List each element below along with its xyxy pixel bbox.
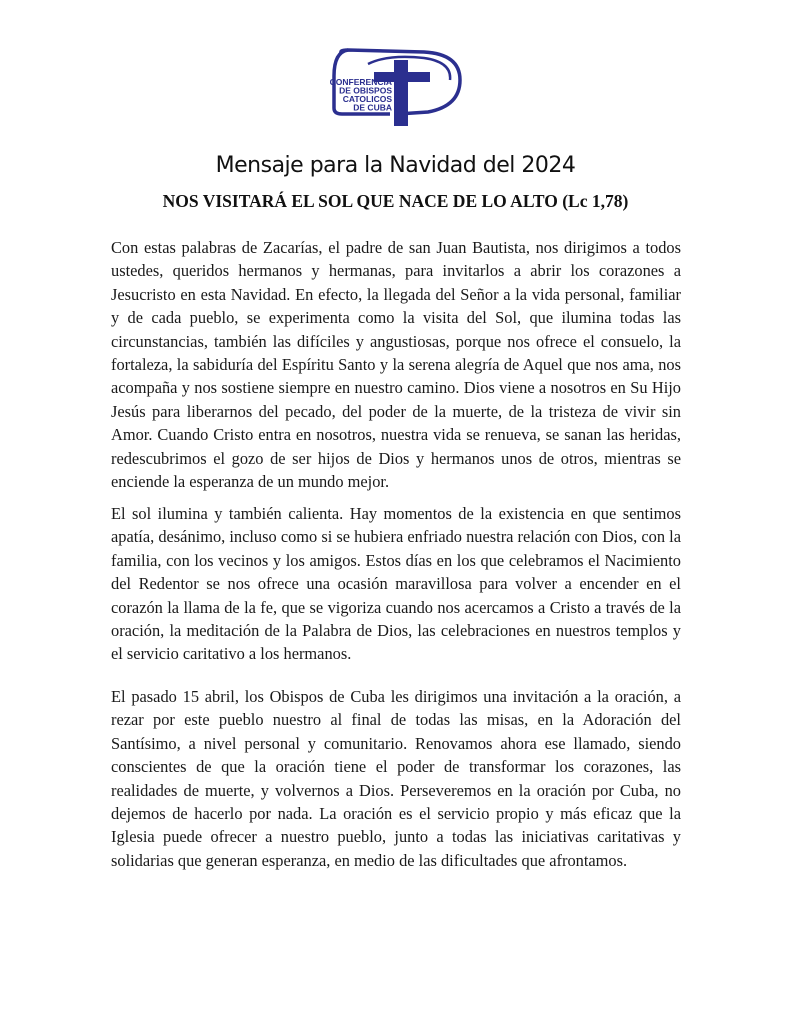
paragraph: El pasado 15 abril, los Obispos de Cuba les dirigimos una invitación a la oración, a rezar por este pueblo nuestro al final de todas las misas, en la Adoración del Santísimo, a nivel personal y comunitario. Renovamos ahora ese llamado, siendo conscientes de que la oración tiene el poder de transformar los corazones, las realidades de muerte, y volvernos a Dios. Perseveremos en la oración por Cuba, no dejemos de hacerlo por nada. La oración es el servicio propio y más eficaz que la Iglesia puede ofrecer a nuestro pueblo, junto a todas las iniciativas caritativas y solidarias que generan esperanza, en medio de las dificultades que afrontamos. (111, 687, 681, 870)
logo-line-4: DE CUBA (353, 102, 392, 113)
cross-logo-icon (328, 46, 464, 126)
paragraph: Con estas palabras de Zacarías, el padre de san Juan Bautista, nos dirigimos a todos ustedes, queridos hermanos y hermanas, para invitarlos a abrir los corazones a Jesucristo en esta Navidad. En efecto, la llegada del Señor a la vida personal, familiar y de cada pueblo, se experimenta como la visita del Sol, que ilumina todas las circunstancias, también las difíciles y angustiosas, porque nos ofrece el consuelo, la fortaleza, la sabiduría del Espíritu Santo y la serena alegría de Aquel que nos ama, nos acompaña y nos sostiene siempre en nuestro camino. Dios viene a nosotros en Su Hijo Jesús para liberarnos del pecado, del poder de la muerte, de la tristeza de vivir sin Amor. Cuando Cristo entra en nosotros, nuestra vida se renueva, se sanan las heridas, redescubrimos el gozo de ser hijos de Dios y hermanos unos de otros, mientras se enciende la esperanza de un mundo mejor. (111, 238, 681, 492)
logo-line-2: DE OBISPOS (339, 85, 392, 96)
paragraph: El sol ilumina y también calienta. Hay momentos de la existencia en que sentimos apatía, desánimo, incluso como si se hubiera enfriado nuestra relación con Dios, con la familia, con los vecinos y los amigos. Estos días en los que celebramos el Nacimiento del Redentor se nos ofrece una ocasión maravillosa para volver a encender en el corazón la llama de la fe, que se vigoriza cuando nos acercamos a Cristo a través de la oración, la meditación de la Palabra de Dios, las celebraciones en nuestros templos y el servicio caritativo a los hermanos. (111, 504, 681, 664)
document-subtitle: NOS VISITARÁ EL SOL QUE NACE DE LO ALTO (Lc 1,78) (162, 191, 629, 211)
logo-line-1: CONFERENCIA (329, 77, 392, 87)
logo-line-3: CATOLICOS (342, 94, 392, 104)
bishops-conference-logo (328, 46, 464, 126)
document-title: Mensaje para la Navidad del 2024 (215, 153, 576, 178)
